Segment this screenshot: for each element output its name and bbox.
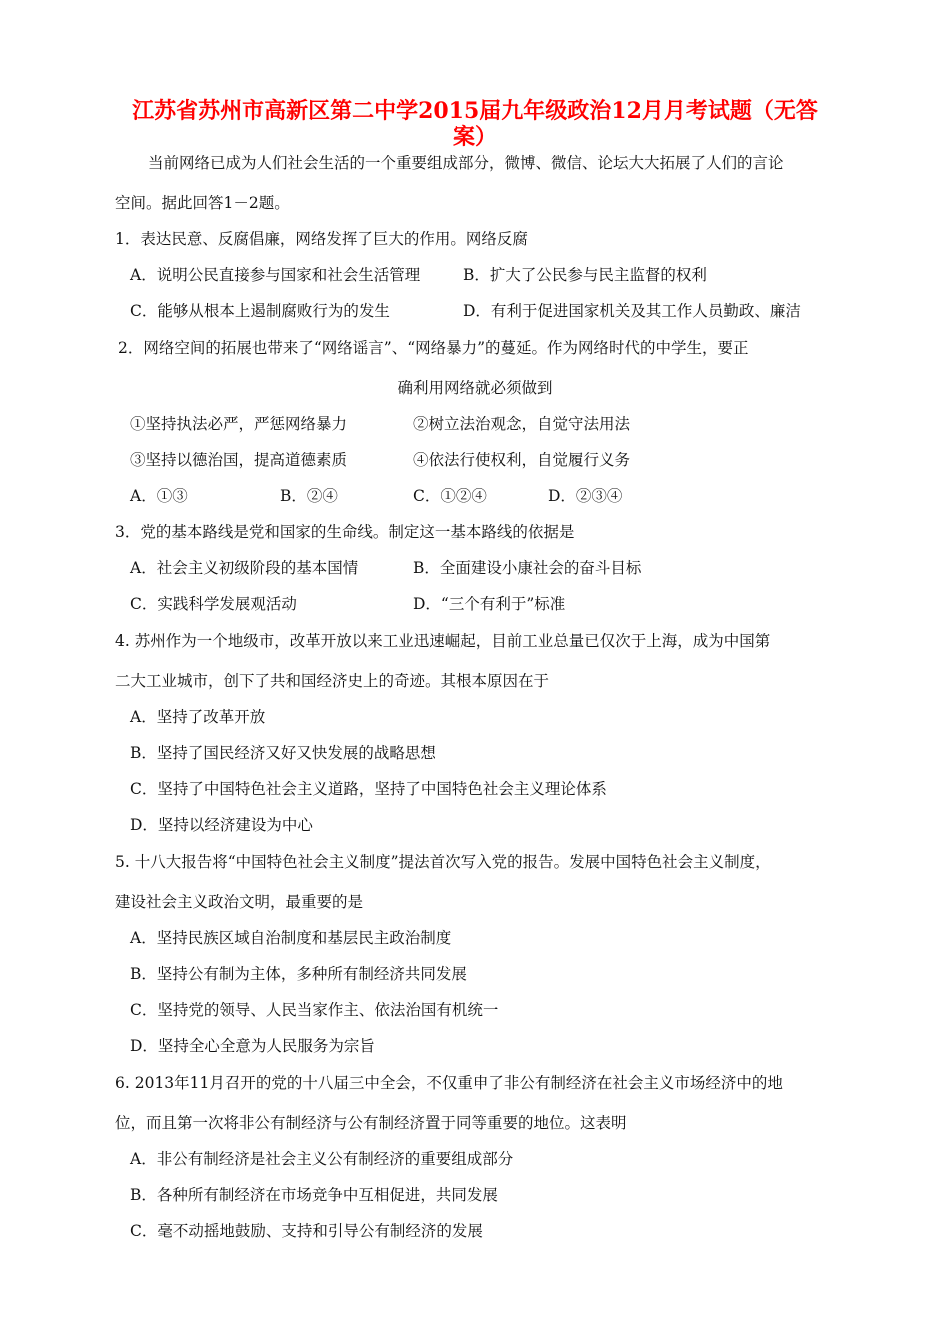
q5-option-c: C．坚持党的领导、人民当家作主、依法治国有机统一 — [130, 1001, 499, 1019]
q3-option-c: C．实践科学发展观活动 — [130, 595, 297, 613]
q3-option-b: B．全面建设小康社会的奋斗目标 — [413, 559, 642, 577]
q5-option-d: D．坚持全心全意为人民服务为宗旨 — [130, 1037, 375, 1055]
q4-option-a: A．坚持了改革开放 — [130, 708, 266, 726]
q2-option-b: B．②④ — [280, 487, 338, 505]
q4-stem-line2: 二大工业城市，创下了共和国经济史上的奇迹。其根本原因在于 — [115, 672, 550, 690]
q6-stem-line1: 6. 2013年11月召开的党的十八届三中全会，不仅重申了非公有制经济在社会主义市场经济中的地 — [115, 1074, 783, 1092]
q5-stem-line1: 5. 十八大报告将“中国特色社会主义制度”提法首次写入党的报告。发展中国特色社会主义制度， — [115, 853, 771, 871]
intro-line1: 当前网络已成为人们社会生活的一个重要组成部分，微博、微信、论坛大大拓展了人们的言论 — [148, 154, 784, 172]
q6-option-a: A．非公有制经济是社会主义公有制经济的重要组成部分 — [130, 1150, 514, 1168]
q4-option-d: D．坚持以经济建设为中心 — [130, 816, 313, 834]
q2-statement-3: ③坚持以德治国，提高道德素质 — [130, 451, 348, 469]
q3-option-a: A．社会主义初级阶段的基本国情 — [130, 559, 359, 577]
intro-line2: 空间。据此回答1－2题。 — [115, 194, 290, 212]
q1-option-d: D．有利于促进国家机关及其工作人员勤政、廉洁 — [463, 302, 801, 320]
q6-option-b: B．各种所有制经济在市场竞争中互相促进，共同发展 — [130, 1186, 498, 1204]
q1-option-c: C．能够从根本上遏制腐败行为的发生 — [130, 302, 390, 320]
q2-option-d: D．②③④ — [548, 487, 623, 505]
q1-stem: 1．表达民意、反腐倡廉，网络发挥了巨大的作用。网络反腐 — [115, 230, 528, 248]
q1-option-b: B．扩大了公民参与民主监督的权利 — [463, 266, 707, 284]
q5-option-b: B．坚持公有制为主体，多种所有制经济共同发展 — [130, 965, 467, 983]
q2-statement-1: ①坚持执法必严，严惩网络暴力 — [130, 415, 348, 433]
exam-title-line2: 案） — [452, 124, 497, 150]
q4-stem-line1: 4. 苏州作为一个地级市，改革开放以来工业迅速崛起，目前工业总量已仅次于上海，成为中国第 — [115, 632, 771, 650]
q4-option-b: B．坚持了国民经济又好又快发展的战略思想 — [130, 744, 436, 762]
q6-stem-line2: 位，而且第一次将非公有制经济与公有制经济置于同等重要的地位。这表明 — [115, 1114, 627, 1132]
q2-stem-line2: 确利用网络就必须做到 — [397, 379, 553, 397]
q2-statement-4: ④依法行使权利，自觉履行义务 — [413, 451, 631, 469]
exam-title-line1: 江苏省苏州市高新区第二中学2015届九年级政治12月月考试题（无答 — [132, 98, 818, 124]
q3-option-d: D．“三个有利于”标准 — [413, 595, 566, 613]
q3-stem: 3．党的基本路线是党和国家的生命线。制定这一基本路线的依据是 — [115, 523, 575, 541]
q5-stem-line2: 建设社会主义政治文明，最重要的是 — [115, 893, 364, 911]
q2-option-c: C．①②④ — [413, 487, 487, 505]
q6-option-c: C．毫不动摇地鼓励、支持和引导公有制经济的发展 — [130, 1222, 483, 1240]
q4-option-c: C．坚持了中国特色社会主义道路，坚持了中国特色社会主义理论体系 — [130, 780, 607, 798]
q2-stem-line1: 2．网络空间的拓展也带来了“网络谣言”、“网络暴力”的蔓延。作为网络时代的中学生，要正 — [118, 339, 749, 357]
q1-option-a: A．说明公民直接参与国家和社会生活管理 — [130, 266, 421, 284]
q2-option-a: A．①③ — [130, 487, 188, 505]
q2-statement-2: ②树立法治观念，自觉守法用法 — [413, 415, 631, 433]
q5-option-a: A．坚持民族区域自治制度和基层民主政治制度 — [130, 929, 452, 947]
